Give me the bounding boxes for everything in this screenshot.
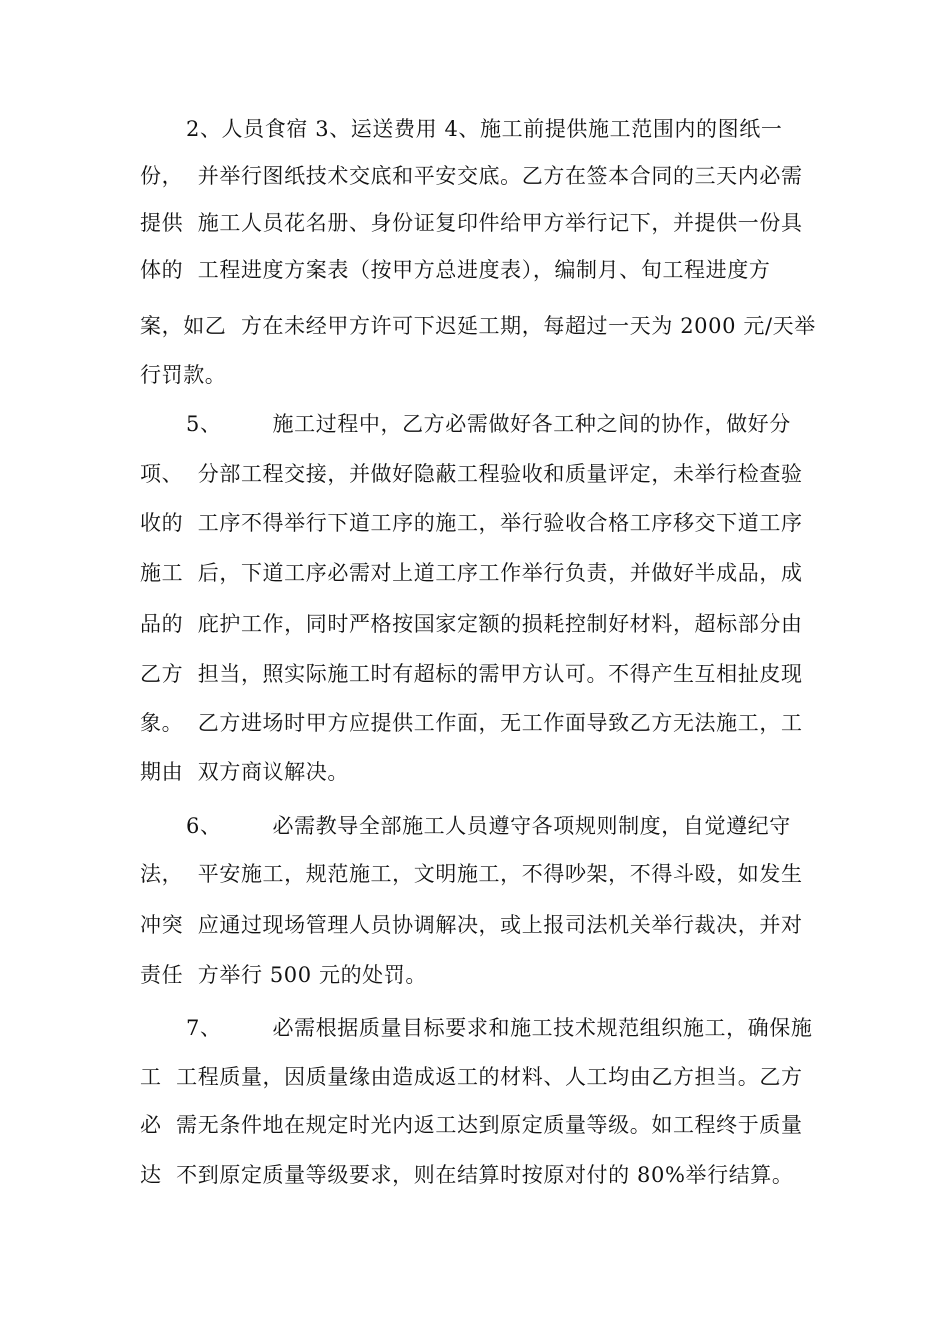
text-line: 冲突 应通过现场管理人员协调解决，或上报司法机关举行裁决，并对 — [140, 913, 803, 937]
text-line: 达 不到原定质量等级要求，则在结算时按原对付的 80%举行结算。 — [140, 1163, 794, 1187]
text-line: 7、 必需根据质量目标要求和施工技术规范组织施工，确保施 — [186, 1016, 813, 1040]
text-line: 责任 方举行 500 元的处罚。 — [140, 963, 427, 987]
text-line: 行罚款。 — [140, 363, 227, 387]
text-line: 案，如乙 方在未经甲方许可下迟延工期，每超过一天为 2000 元/天举 — [140, 314, 816, 338]
text-line: 工 工程质量，因质量缘由造成返工的材料、人工均由乙方担当。乙方 — [140, 1065, 803, 1089]
text-line: 份， 并举行图纸技术交底和平安交底。乙方在签本合同的三天内必需 — [140, 164, 803, 188]
text-line: 6、 必需教导全部施工人员遵守各项规则制度，自觉遵纪守 — [186, 814, 791, 838]
text-line: 期由 双方商议解决。 — [140, 760, 349, 784]
text-line: 必 需无条件地在规定时光内返工达到原定质量等级。如工程终于质量 — [140, 1113, 803, 1137]
text-line: 乙方 担当，照实际施工时有超标的需甲方认可。不得产生互相扯皮现 — [140, 662, 803, 686]
text-line: 施工 后，下道工序必需对上道工序工作举行负责，并做好半成品，成 — [140, 561, 803, 585]
text-line: 项、 分部工程交接，并做好隐蔽工程验收和质量评定，未举行检查验 — [140, 462, 803, 486]
text-line: 5、 施工过程中，乙方必需做好各工种之间的协作，做好分 — [186, 412, 791, 436]
text-line: 品的 庇护工作，同时严格按国家定额的损耗控制好材料，超标部分由 — [140, 612, 803, 636]
text-line: 体的 工程进度方案表（按甲方总进度表），编制月、旬工程进度方 — [140, 258, 771, 282]
text-line: 收的 工序不得举行下道工序的施工，举行验收合格工序移交下道工序 — [140, 511, 803, 535]
text-line: 2、人员食宿 3、运送费用 4、施工前提供施工范围内的图纸一 — [186, 117, 783, 141]
text-line: 提供 施工人员花名册、身份证复印件给甲方举行记下，并提供一份具 — [140, 211, 803, 235]
text-line: 法， 平安施工，规范施工，文明施工，不得吵架，不得斗殴，如发生 — [140, 862, 803, 886]
text-line: 象。 乙方进场时甲方应提供工作面，无工作面导致乙方无法施工，工 — [140, 711, 803, 735]
